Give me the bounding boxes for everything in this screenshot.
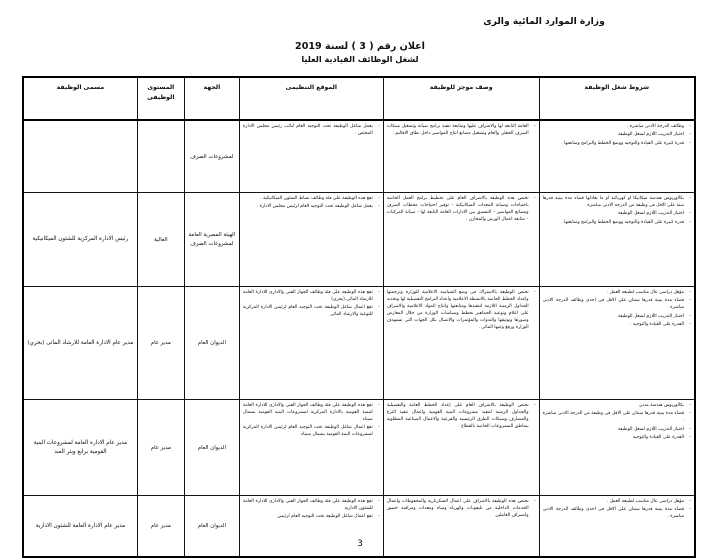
list-item: - اجتياز التدريب اللازم لشغل الوظيفة: [543, 314, 691, 321]
table-row: [23, 400, 695, 496]
cell-description: [383, 287, 539, 400]
table-row: [23, 120, 695, 193]
list-item: - تقع هذه الوظيفة على فئة وظائف الجهاز الفنى والادارى للادارة العامة لتنمية القومية بالادارة المركزية لمشروعات البنية القومية بشمال سيناء: [243, 403, 380, 424]
column-header-conditions: شروط شغل الوظيفة: [539, 77, 695, 120]
table-body: [23, 120, 695, 557]
list-item: - تختص هذه الوظيفة بالاشراف على اعمال السكرتارية والمحفوظات واعمال الخدمات الداخلية من تليفونات وكهرباء ومياه ومعدات ومراقبة حضور وانصراف العاملين: [387, 499, 536, 520]
cell-org-position: [239, 287, 383, 400]
list-item: - القدرة على القيادة والتوجيه: [543, 435, 691, 442]
announcement-heading: [0, 41, 720, 64]
list-item: - تقع اعمال شاغل الوظيفة تحت التوجيه العام لرئيس الادارة المركزية لمشروعات البنية القومية بشمال سيناء: [243, 425, 380, 439]
column-header-description: وصف موجز للوظيفة: [383, 77, 539, 120]
cell-org-position: [239, 400, 383, 496]
cell-conditions: [539, 287, 695, 400]
list-item: - اجتياز التدريب اللازم لشغل الوظيفة: [543, 132, 691, 139]
cell-entity: الهيئة المصرية العامة لمشروعات الصرف: [184, 193, 239, 287]
list-item: - تقع اعمال شاغل الوظيفة تحت التوجيه العام لرئيس الادارة المركزية للتوعية والارشاد المائى: [243, 305, 380, 319]
list-item: - قضاء مدة بينية قدرها سنتان على الاقل فى احدى وظائف الدرجة الادنى مباشرة .: [543, 298, 691, 312]
cell-description: [383, 400, 539, 496]
jobs-table: [22, 76, 696, 558]
list-item: - مؤهل دراسى عال مناسب لطبيعة العمل .: [543, 499, 691, 506]
jobs-table-container: [22, 76, 696, 558]
list-item: - تقع هذه الوظيفة على فئة وظائف نشاط الشئون الميكانيكية .: [243, 196, 380, 203]
cell-entity: لمشروعات الصرف: [184, 120, 239, 193]
list-item: - بكالوريوس هندسة ميكانيكا او كهربائية او ما يعادلها قضاء مدة بينية قدرها سنة على الاقل فى وظيفة من الدرجة الادنى مباشرة .: [543, 196, 691, 210]
cell-entity: الديوان العام: [184, 400, 239, 496]
cell-level: مدير عام: [137, 400, 184, 496]
list-item: - تختص الوظيفة بالاشراف العام على إعداد الخطط العامة والتفصيلية والجداول الزمنية لتنفيذ مشروعات البنية القومية واعمال تنفيذ الترع والمصارف وشبكات الطرق الرئيسية والفرعية والاعمال الصناعية المطلوبة بمناطق المشروعات الخاصة بالقطاع .: [387, 403, 536, 431]
list-item: - تختص الوظيفة بالاشتراك فى وضع السياسة الاعلامية للوزارة وترجمتها واعداد الخطط الخاصة بالانشطة الاعلامية واعداد البرامج التفصيلية لها وتحديد الجداول الزمنية اللازمة لتنفيذها ومتابعتها وانتاج المواد الاعلامية والاشراف على اعلام وتوعية الجماهير بخطط وسياسات الوزارة من خلال المعارض وصورها وتوثيقها والندوات والمؤتمرات والاتصال بكل الجهات التى تستهدف الوزارة ورفع وعيها المائى .: [387, 290, 536, 332]
cell-conditions: [539, 400, 695, 496]
table-header-row: [23, 77, 695, 120]
cell-level: [137, 120, 184, 193]
ministry-name: وزارة الموارد المائية والرى: [483, 16, 605, 27]
list-item: - تختص هذه الوظيفة بالاشراف العام على تخطيط برامج العمل الخاصة باحتياجات وصيانة المعدات الميكانيكية - توفير احتياجات محطات الصرف ومصانع المواسير – التنسيق بين الادارات العامة التابعة لها - صيانة المركبات – متابعة اعمال الورش والمخازن .: [387, 196, 536, 224]
list-item: - يعمل شاغل الوظيفة تحت التوجيه العام لرئيس مجلس الادارة .: [243, 204, 380, 211]
cell-entity: الديوان العام: [184, 496, 239, 558]
cell-job-title: [23, 120, 137, 193]
list-item: - قدرة كبيرة على القيادة والتوجيه ووضع الخطط والبرامج ومتابعتها .: [543, 141, 691, 148]
column-header-entity: الجهة: [184, 77, 239, 120]
table-row: [23, 193, 695, 287]
cell-job-title: مدير عام الادارة العامة للارشاد المائى (بحري): [23, 287, 137, 400]
list-item: - القدرة على القيادة والتوجيه .: [543, 322, 691, 329]
cell-description: [383, 120, 539, 193]
cell-org-position: [239, 193, 383, 287]
announcement-title: اعلان رقم ( 3 ) لسنة 2019: [295, 41, 425, 52]
list-item: - تقع هذه الوظيفة على فئة وظائف الجهاز الفنى والادارى للادارة العامة للشئون الادارية: [243, 499, 380, 513]
column-header-title: مسمى الوظيفة: [23, 77, 137, 120]
cell-entity: الديوان العام: [184, 287, 239, 400]
cell-job-title: رئيس الادارة المركزية للشئون الميكانيكية: [23, 193, 137, 287]
column-header-org-position: الموقع التنظيمى: [239, 77, 383, 120]
cell-conditions: [539, 193, 695, 287]
list-item: - قضاء مدة بينية قدرها سنتان على الاقل فى وظيفة من الدرجة الادنى مباشرة .: [543, 411, 691, 425]
cell-level: مدير عام: [137, 496, 184, 558]
cell-level: مدير عام: [137, 287, 184, 400]
cell-conditions: [539, 120, 695, 193]
list-item: - اجتياز التدريب اللازم لشغل الوظيفة: [543, 427, 691, 434]
cell-job-title: مدير عام الادارة العامة للشئون الادارية: [23, 496, 137, 558]
list-item: - قضاء مدة بينية قدرها سنتان على الاقل فى احدى وظائف الدرجة الادنى مباشرة .: [543, 507, 691, 521]
list-item: - اجتياز التدريب اللازم لشغل الوظيفة: [543, 211, 691, 218]
cell-level: العالية: [137, 193, 184, 287]
list-item: - العامة التابعة لها والاشراف عليها ومتابعة تنفيذ برامج صيانة وتشغيل شبكات الصرف الحقلى والعام وتشغيل مصانع انتاج المواسير داخل نطاق الاقاليم .: [387, 124, 536, 138]
table-row: [23, 287, 695, 400]
list-item: - بكالوريوس هندسة مدنى: [543, 403, 691, 410]
list-item: - يعمل شاغل الوظيفة تحت التوجيه العام لنائب رئيس مجلس الادارة المختص .: [243, 124, 380, 138]
list-item: - تقع اعمال شاغل الوظيفة تحت التوجيه العام لرئيس: [243, 514, 380, 521]
cell-org-position: [239, 120, 383, 193]
list-item: - تقع هذه الوظيفة على فئة وظائف الجهاز الفنى والادارى للادارة العامة للارشاد المائى (بحري): [243, 290, 380, 304]
column-header-level: المستوى الوظيفى: [137, 77, 184, 120]
announcement-subtitle: لشغل الوظائف القيادية العليا: [301, 53, 419, 64]
list-item: - مؤهل دراسى عال مناسب لطبيعة العمل .: [543, 290, 691, 297]
list-item: - وظائف الدرجة الادنى مباشرة .: [543, 124, 691, 131]
table-header: [23, 77, 695, 120]
cell-description: [383, 193, 539, 287]
list-item: - قدرة كبيرة على القيادة والتوجيه ووضع الخطط والبرامج ومتابعتها .: [543, 220, 691, 227]
cell-job-title: مدير عام الادارة العامة لمشروعات البنية القومية برابغ وبئر العبد: [23, 400, 137, 496]
page-number: 3: [357, 539, 363, 549]
